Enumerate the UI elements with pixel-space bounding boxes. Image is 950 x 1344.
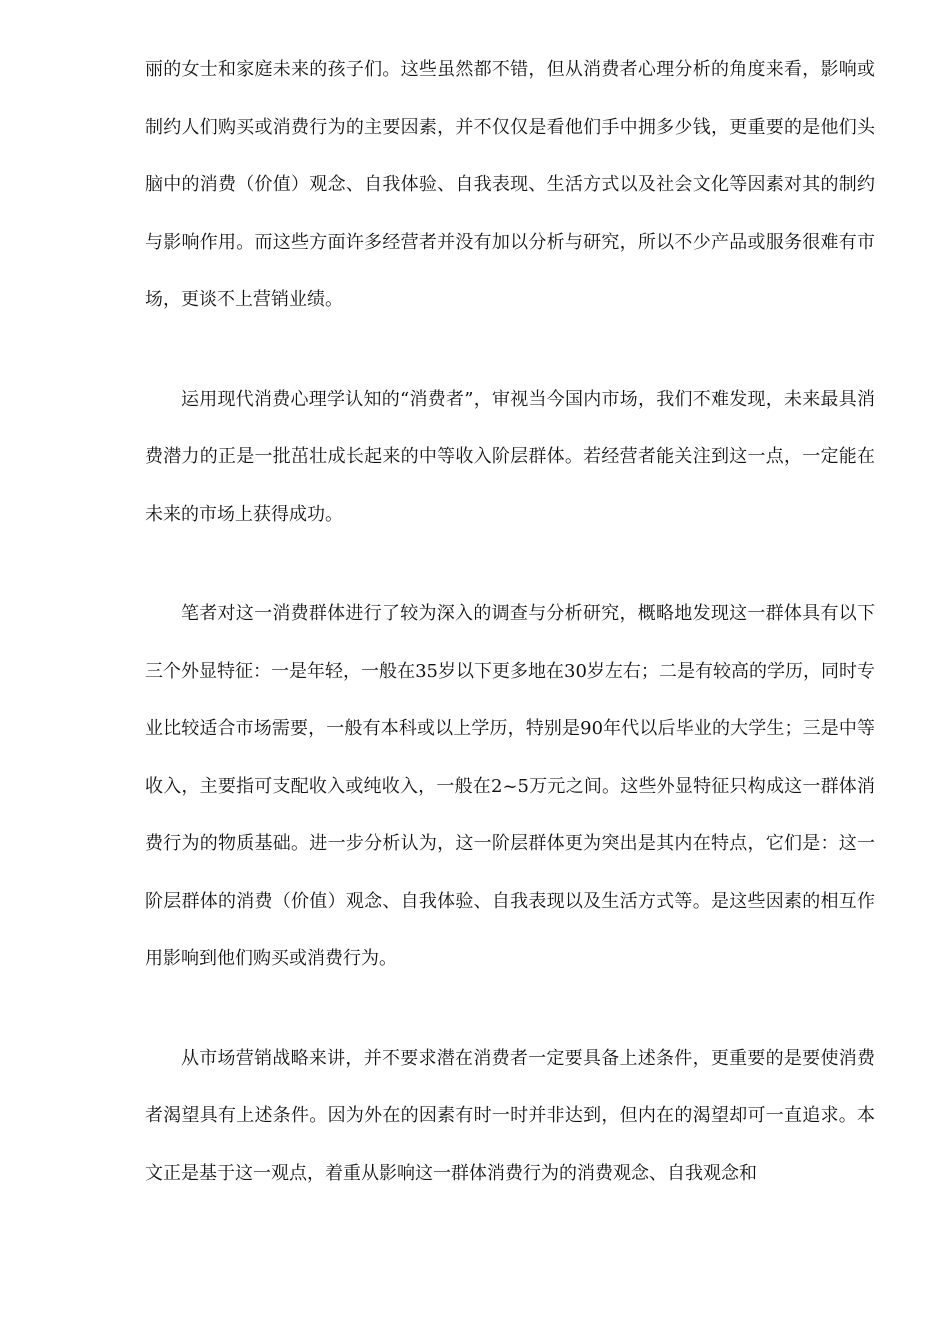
paragraph-marketing-strategy: 从市场营销战略来讲，并不要求潜在消费者一定要具备上述条件，更重要的是要使消费者渴望具有上述条件。因为外在的因素有时一时并非达到，但内在的渴望却可一直追求。本文正是基于这一观点，着重从影响这一群体消费行为的消费观念、自我观念和 [145,1047,875,1184]
paragraph-gap [145,329,875,371]
paragraph-consumer-potential: 运用现代消费心理学认知的“消费者”，审视当今国内市场，我们不难发现，未来最具消费潜力的正是一批茁壮成长起来的中等收入阶层群体。若经营者能关注到这一点，一定能在未来的市场上获得成功。 [145,388,875,525]
paragraph-continued: 丽的女士和家庭未来的孩子们。这些虽然都不错，但从消费者心理分析的角度来看，影响或制约人们购买或消费行为的主要因素，并不仅仅是看他们手中拥多少钱，更重要的是他们头脑中的消费（价值）观念、自我体验、自我表现、生活方式以及社会文化等因素对其的制约与影响作用。而这些方面许多经营者并没有加以分析与研究，所以不少产品或服务很难有市场，更谈不上营销业绩。 [145,59,875,310]
paragraph-gap [145,543,875,585]
paragraph-group-features: 笔者对这一消费群体进行了较为深入的调查与分析研究，概略地发现这一群体具有以下三个外显特征：一是年轻，一般在35岁以下更多地在30岁左右；二是有较高的学历，同时专业比较适合市场需要，一般有本科或以上学历，特别是90年代以后毕业的大学生；三是中等收入，主要指可支配收入或纯收入，一般在2~5万元之间。这些外显特征只构成这一群体消费行为的物质基础。进一步分析认为，这一阶层群体更为突出是其内在特点，它们是：这一阶层群体的消费（价值）观念、自我体验、自我表现以及生活方式等。是这些因素的相互作用影响到他们购买或消费行为。 [145,603,875,969]
paragraph-gap [145,988,875,1030]
document-body [145,41,875,1202]
